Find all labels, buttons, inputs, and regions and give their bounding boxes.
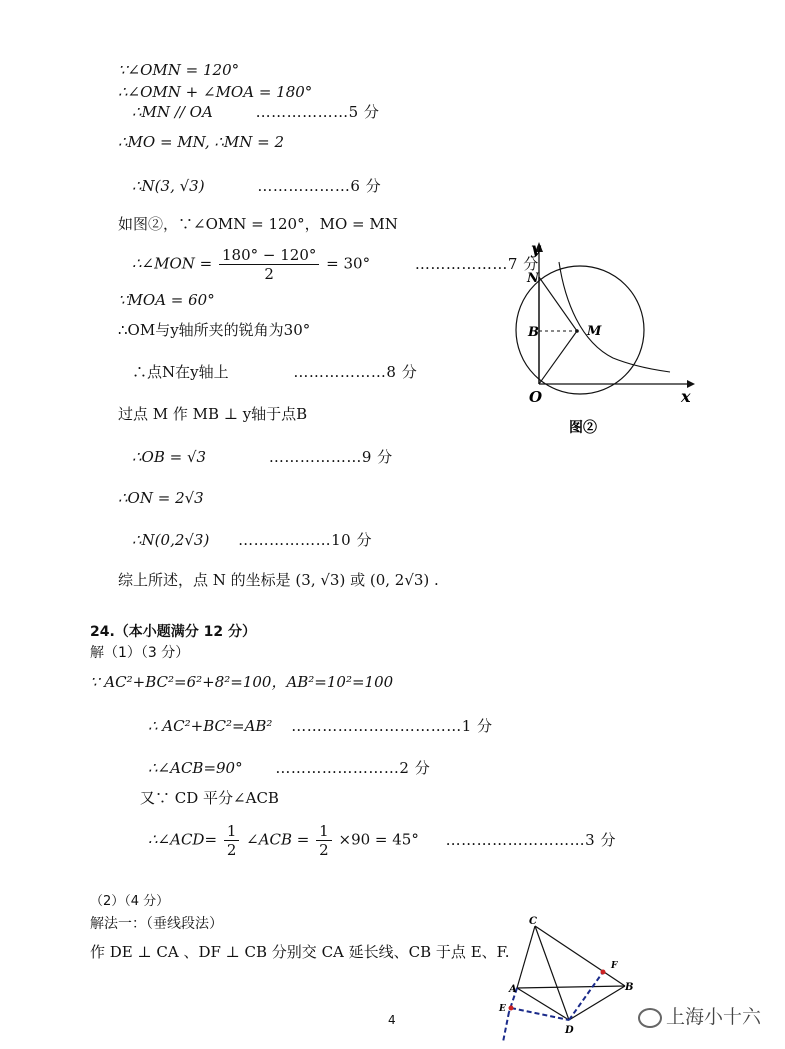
line-n-coord-2 xyxy=(132,530,372,550)
parallel-statement: ∴MN // OA xyxy=(132,103,213,121)
segment-bd xyxy=(569,986,625,1020)
fraction-mon-numerator: 180° − 120° xyxy=(219,246,319,265)
line-acute-angle: ∴OM与y轴所夹的锐角为30° xyxy=(118,321,311,339)
problem-24-heading: 24.（本小题满分 12 分） xyxy=(90,624,257,640)
segment-e-continuation xyxy=(503,1012,509,1042)
angle-mon-result: = 30° xyxy=(326,254,371,273)
label-x: x xyxy=(681,387,691,406)
line-mo-mn: ∴MO = MN, ∴MN = 2 xyxy=(118,133,285,151)
line-conclusion: 综上所述，点 N 的坐标是 (3, √3) 或 (0, 2√3) . xyxy=(118,571,439,589)
segment-cb xyxy=(535,926,625,986)
score-8: ………………8 分 xyxy=(293,363,418,381)
point-e xyxy=(509,1006,514,1011)
angle-mon-lhs: ∴∠MON = xyxy=(132,254,213,273)
score-10: ………………10 分 xyxy=(238,531,372,549)
right-angle-statement: ∴∠ACB=90° xyxy=(148,759,243,777)
fraction-half-1 xyxy=(224,822,240,859)
line-on: ∴ON = 2√3 xyxy=(118,489,204,507)
line-bisector: 又∵ CD 平分∠ACB xyxy=(140,789,279,807)
point-m xyxy=(575,329,579,333)
fraction-half-1-numerator: 1 xyxy=(224,822,240,841)
sum-squares-statement: ∴ AC²+BC²=AB² xyxy=(148,717,273,735)
angle-acd-result: ×90 = 45° xyxy=(338,830,419,849)
score-2: ……………………2 分 xyxy=(275,759,431,777)
figure-2-caption: 图② xyxy=(569,420,597,436)
page-number: 4 xyxy=(388,1013,396,1027)
segment-nm xyxy=(539,277,577,331)
label-f: F xyxy=(611,961,618,971)
label-b-fig24: B xyxy=(625,982,634,993)
ob-value: ∴OB = √3 xyxy=(132,448,207,466)
segment-ab xyxy=(517,986,625,988)
label-m: M xyxy=(587,324,602,339)
line-right-angle xyxy=(148,758,430,778)
hyperbola-curve xyxy=(559,262,670,372)
label-a: A xyxy=(509,984,517,995)
watermark xyxy=(638,1002,761,1029)
label-d: D xyxy=(565,1025,574,1036)
part-2-label: （2）（4 分） xyxy=(90,894,170,909)
label-b: B xyxy=(528,325,539,340)
wechat-icon xyxy=(638,1008,662,1028)
label-e: E xyxy=(499,1004,506,1014)
fraction-half-1-denominator: 2 xyxy=(226,841,237,859)
n-on-y-axis: ∴点N在y轴上 xyxy=(132,363,229,381)
line-ob xyxy=(132,447,393,467)
line-sum-squares xyxy=(148,716,493,736)
segment-df xyxy=(569,972,603,1020)
line-angle-omn: ∵∠OMN = 120° xyxy=(118,61,240,79)
label-y: y xyxy=(531,239,541,258)
line-moa: ∵MOA = 60° xyxy=(118,291,215,309)
score-1: ……………………………1 分 xyxy=(291,717,493,735)
label-o: O xyxy=(529,388,543,406)
score-6: ………………6 分 xyxy=(257,177,382,195)
line-figure2-given: 如图②，∵∠OMN = 120°，MO = MN xyxy=(118,215,398,233)
label-c: C xyxy=(529,916,537,927)
fraction-mon-denominator: 2 xyxy=(264,265,274,283)
score-9: ………………9 分 xyxy=(268,448,393,466)
segment-cd xyxy=(535,926,569,1020)
segment-ca xyxy=(517,926,535,988)
watermark-text: 上海小十六 xyxy=(666,1006,762,1028)
part-1-label: 解（1）（3 分） xyxy=(90,645,190,661)
method-1-label: 解法一：（垂线段法） xyxy=(90,916,223,932)
point-f xyxy=(601,970,606,975)
score-3: ………………………3 分 xyxy=(445,830,616,849)
line-angle-mon xyxy=(132,246,539,283)
n-coordinate-2: ∴N(0,2√3) xyxy=(132,531,210,549)
line-n-coord-1 xyxy=(132,176,381,196)
line-mb-perpendicular: 过点 M 作 MB ⊥ y轴于点B xyxy=(118,405,308,423)
n-coordinate-1: ∴N(3, √3) xyxy=(132,177,205,195)
line-angle-sum: ∴∠OMN + ∠MOA = 180° xyxy=(118,83,313,101)
angle-acb-term: ∠ACB = xyxy=(246,830,310,849)
line-construction: 作 DE ⊥ CA 、DF ⊥ CB 分别交 CA 延长线、CB 于点 E、F. xyxy=(90,943,510,961)
fraction-half-2 xyxy=(316,822,332,859)
line-pythagoras-check: ∵ AC²+BC²=6²+8²=100，AB²=10²=100 xyxy=(90,673,394,691)
figure-2 xyxy=(505,232,705,442)
angle-acd-lhs: ∴∠ACD= xyxy=(148,830,218,849)
line-n-on-y-axis xyxy=(132,362,417,382)
line-angle-acd xyxy=(148,822,616,859)
fraction-half-2-numerator: 1 xyxy=(316,822,332,841)
score-5: ………………5 分 xyxy=(255,103,380,121)
label-n: N xyxy=(527,271,539,286)
line-parallel xyxy=(132,102,379,122)
score-7: ………………7 分 xyxy=(414,254,539,273)
fraction-half-2-denominator: 2 xyxy=(319,841,329,859)
segment-om xyxy=(539,331,577,384)
figure-24 xyxy=(495,912,645,1049)
fraction-mon xyxy=(219,246,319,283)
